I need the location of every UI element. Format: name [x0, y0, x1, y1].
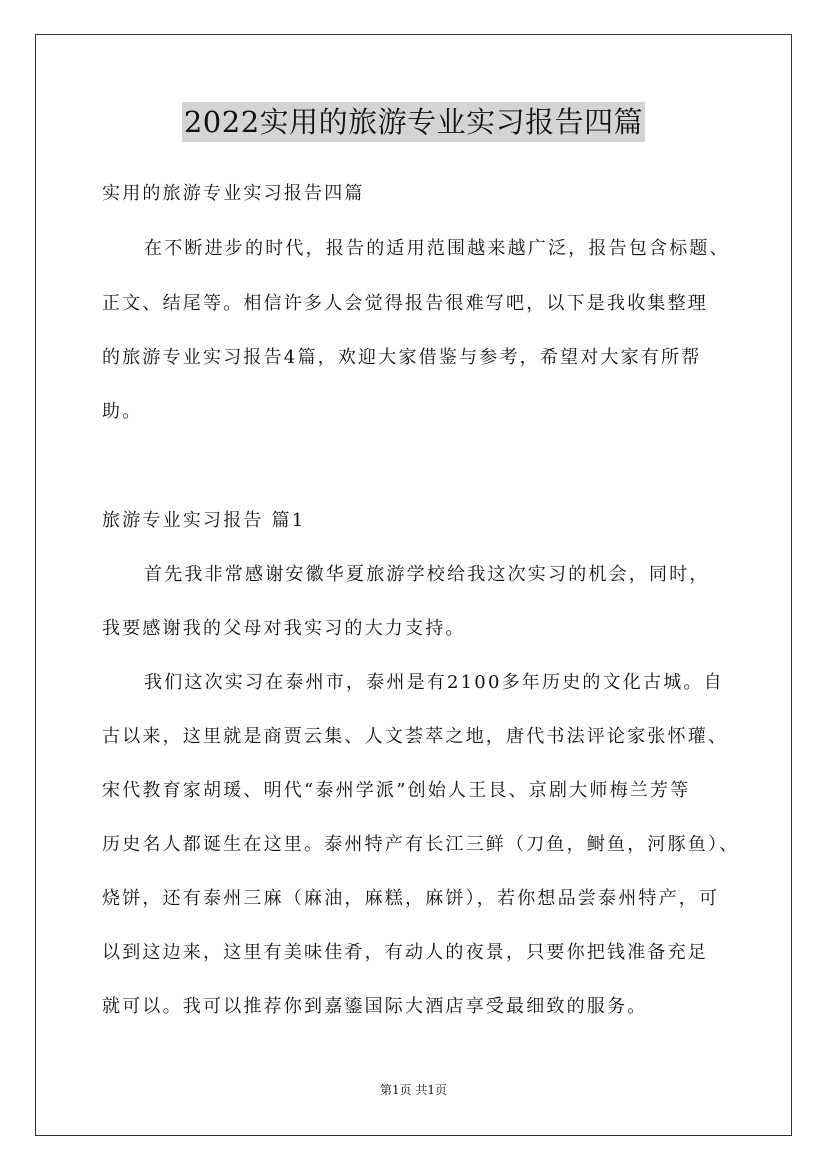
para2-line-5: 烧饼，还有泰州三麻（麻油，麻糕，麻饼），若你想品尝泰州特产，可 — [102, 888, 720, 909]
page-footer: 第1页 共1页 — [379, 1083, 448, 1097]
document-title: 2022实用的旅游专业实习报告四篇 — [182, 102, 645, 142]
para2-line-6: 以到这边来，这里有美味佳肴，有动人的夜景，只要你把钱准备充足 — [102, 942, 708, 963]
intro-line-1: 在不断进步的时代，报告的适用范围越来越广泛，报告包含标题、 — [144, 238, 730, 259]
section-heading: 旅游专业实习报告 篇1 — [102, 510, 306, 531]
document-subtitle: 实用的旅游专业实习报告四篇 — [102, 183, 365, 204]
para2-line-3: 宋代教育家胡瑗、明代“泰州学派”创始人王艮、京剧大师梅兰芳等 — [102, 780, 691, 801]
para2-line-2: 古以来，这里就是商贾云集、人文荟萃之地，唐代书法评论家张怀瓘、 — [102, 726, 729, 747]
para1-line-1: 首先我非常感谢安徽华夏旅游学校给我这次实习的机会，同时， — [144, 564, 710, 585]
intro-line-3: 的旅游专业实习报告4篇，欢迎大家借鉴与参考，希望对大家有所帮 — [102, 347, 702, 368]
para2-line-7: 就可以。我可以推荐你到嘉鎏国际大酒店享受最细致的服务。 — [102, 996, 648, 1017]
intro-line-2: 正文、结尾等。相信许多人会觉得报告很难写吧，以下是我收集整理 — [102, 293, 708, 314]
para2-line-1: 我们这次实习在泰州市，泰州是有2100多年历史的文化古城。自 — [144, 672, 724, 693]
para1-line-2: 我要感谢我的父母对我实习的大力支持。 — [102, 618, 466, 639]
para2-line-4: 历史名人都诞生在这里。泰州特产有长江三鲜（刀鱼，鲥鱼，河豚鱼）、 — [102, 834, 740, 855]
title-container — [0, 102, 827, 142]
intro-line-4: 助。 — [102, 401, 143, 422]
